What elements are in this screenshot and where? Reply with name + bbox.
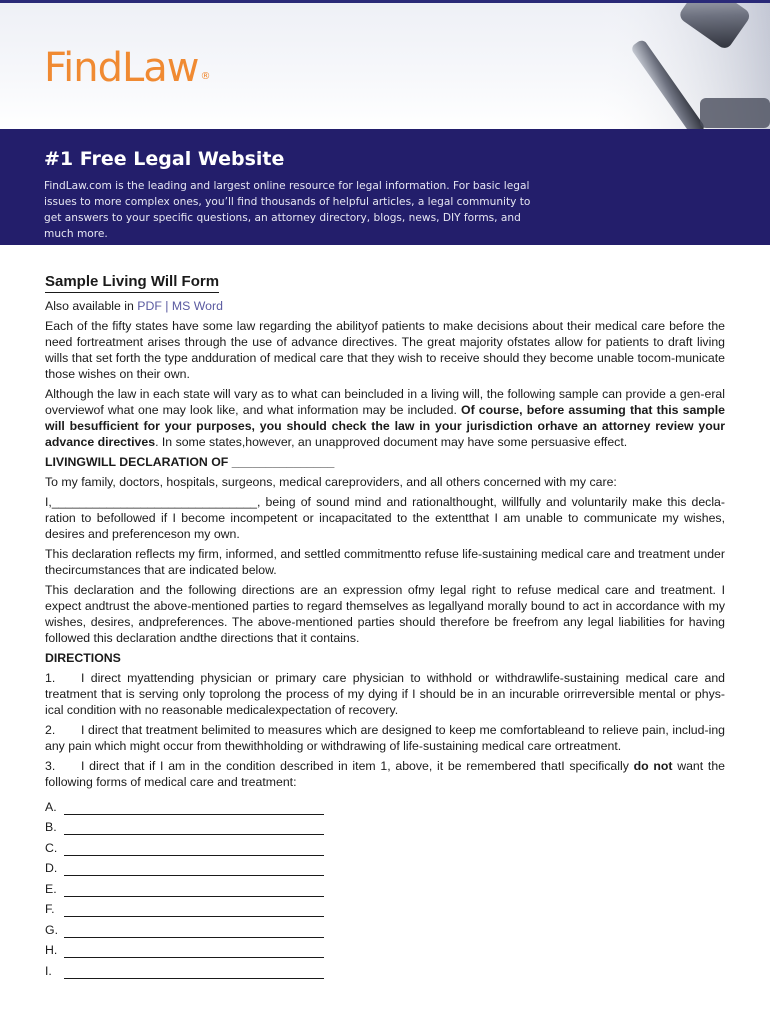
blank-label: B. (45, 820, 57, 834)
findlaw-logo[interactable] (44, 45, 209, 91)
blank-rule (64, 800, 324, 815)
logo-text: FindLaw (44, 45, 199, 91)
item-number: 1. (45, 671, 56, 685)
blank-rule (64, 964, 324, 979)
hero-banner (0, 129, 770, 245)
commitment-paragraph: This declaration reflects my firm, informed, and settled commitmentto refuse life-sustaining medical care and treatment under thecircumstances that are indicated below. (45, 547, 725, 577)
blank-rule (64, 943, 324, 958)
blank-rule (64, 841, 324, 856)
blank-label: G. (45, 922, 58, 937)
direction-item-3 (45, 758, 725, 790)
blank-line[interactable] (45, 897, 725, 918)
form-title: Sample Living Will Form (45, 273, 219, 293)
blank-line[interactable] (45, 794, 725, 815)
blank-line[interactable] (45, 876, 725, 897)
ms-word-link[interactable]: MS Word (171, 299, 223, 313)
declaration-heading: LIVINGWILL DECLARATION OF _______________ (45, 455, 335, 469)
item-text: I direct myattending physician or primary care physician to withhold or withdrawlife-sustaining medical care and treatment that is serving only toprolong the process of my dying if I should be in an incurable orirreversible mental or phys-ical condition with no reasonable medicalexpectation of recovery. (45, 671, 725, 717)
law-varies-paragraph (45, 386, 725, 450)
blank-line[interactable] (45, 815, 725, 836)
blank-label: H. (45, 943, 58, 957)
treatment-blanks (45, 794, 725, 979)
blank-label: E. (45, 881, 57, 896)
to-family-line: To my family, doctors, hospitals, surgeons, medical careproviders, and all others concerned with my care: (45, 475, 617, 489)
page-header (0, 0, 770, 129)
intro-paragraph: Each of the fifty states have some law regarding the abilityof patients to make decisions about their medical care before the need fortreatment arises through the use of advance directives. The great majority ofstates allow for patients to draft living wills that set forth the type andduration of medical care that they wish to receive should they become unable tocom-municate those wishes on their own. (45, 319, 725, 381)
direction-item-1 (45, 670, 725, 718)
law-varies-end: . In some states,however, an unapproved document may have some persuasive effect. (155, 435, 628, 449)
blank-rule (64, 923, 324, 938)
blank-line[interactable] (45, 958, 725, 979)
blank-label: F. (45, 902, 55, 916)
blank-rule (64, 882, 324, 897)
law-varies-text: Although the law in each state will vary as to what can beincluded in a living will, the following sample can provide a gen-eral overviewof what one may look like, and what information may be included. (45, 387, 725, 417)
banner-title: #1 Free Legal Website (44, 148, 285, 170)
item-number: 2. (45, 723, 56, 737)
form-content (45, 273, 725, 979)
blank-rule (64, 820, 324, 835)
directions-heading: DIRECTIONS (45, 651, 121, 665)
blank-line[interactable] (45, 856, 725, 877)
blank-label: A. (45, 799, 57, 814)
blank-line[interactable] (45, 938, 725, 959)
registered-mark: ® (200, 71, 210, 82)
pdf-link[interactable]: PDF (137, 299, 162, 313)
blank-rule (64, 902, 324, 917)
do-not-emphasis: do not (633, 759, 673, 773)
item-text-end: want the following forms of medical care and treatment: (45, 759, 725, 789)
item-text: I direct that if I am in the condition described in item 1, above, it be remembered thatI specifically (81, 759, 634, 773)
gavel-icon (590, 3, 770, 132)
banner-description: FindLaw.com is the leading and largest online resource for legal information. For basic legal issues to more complex ones, you’ll find thousands of helpful articles, a legal community to get answers to your specific questions, an attorney directory, blogs, news, DIY forms, and much more. (44, 180, 531, 240)
available-prefix: Also available in (45, 299, 138, 313)
legal-right-paragraph: This declaration and the following directions are an expression ofmy legal right to refuse medical care and treatment. I expect andtrust the above-mentioned parties to regard themselves as legallyand morally bound to act in accordance with my wishes, desires, andpreferences. The above-mentioned parties should therefore be freefrom any legal liabilities for having followed this declaration andthe directions that it contains. (45, 583, 725, 645)
direction-item-2 (45, 722, 725, 754)
link-separator: | (161, 299, 172, 313)
item-text: I direct that treatment belimited to measures which are designed to keep me comfortableand to relieve pain, includ-ing any pain which might occur from thewithholding or withdrawing of life-sustaining medical care ortreatment. (45, 723, 725, 753)
blank-line[interactable] (45, 917, 725, 938)
sound-mind-paragraph: I,______________________________, being of sound mind and rationalthought, willfully and voluntarily make this decla-ration to befollowed if I become incompetent or incapacitated to the extentthat I am unable to communicate my wishes, desires and preferenceson my own. (45, 495, 725, 541)
blank-label: I. (45, 963, 52, 978)
blank-rule (64, 861, 324, 876)
item-number: 3. (45, 759, 56, 773)
blank-label: D. (45, 861, 58, 875)
available-formats (45, 298, 725, 314)
blank-label: C. (45, 840, 58, 855)
blank-line[interactable] (45, 835, 725, 856)
attorney-warning: Of course, before assuming that this sample will besufficient for your purposes, you should check the law in your jurisdiction orhave an attorney review your advance directives (45, 403, 725, 449)
